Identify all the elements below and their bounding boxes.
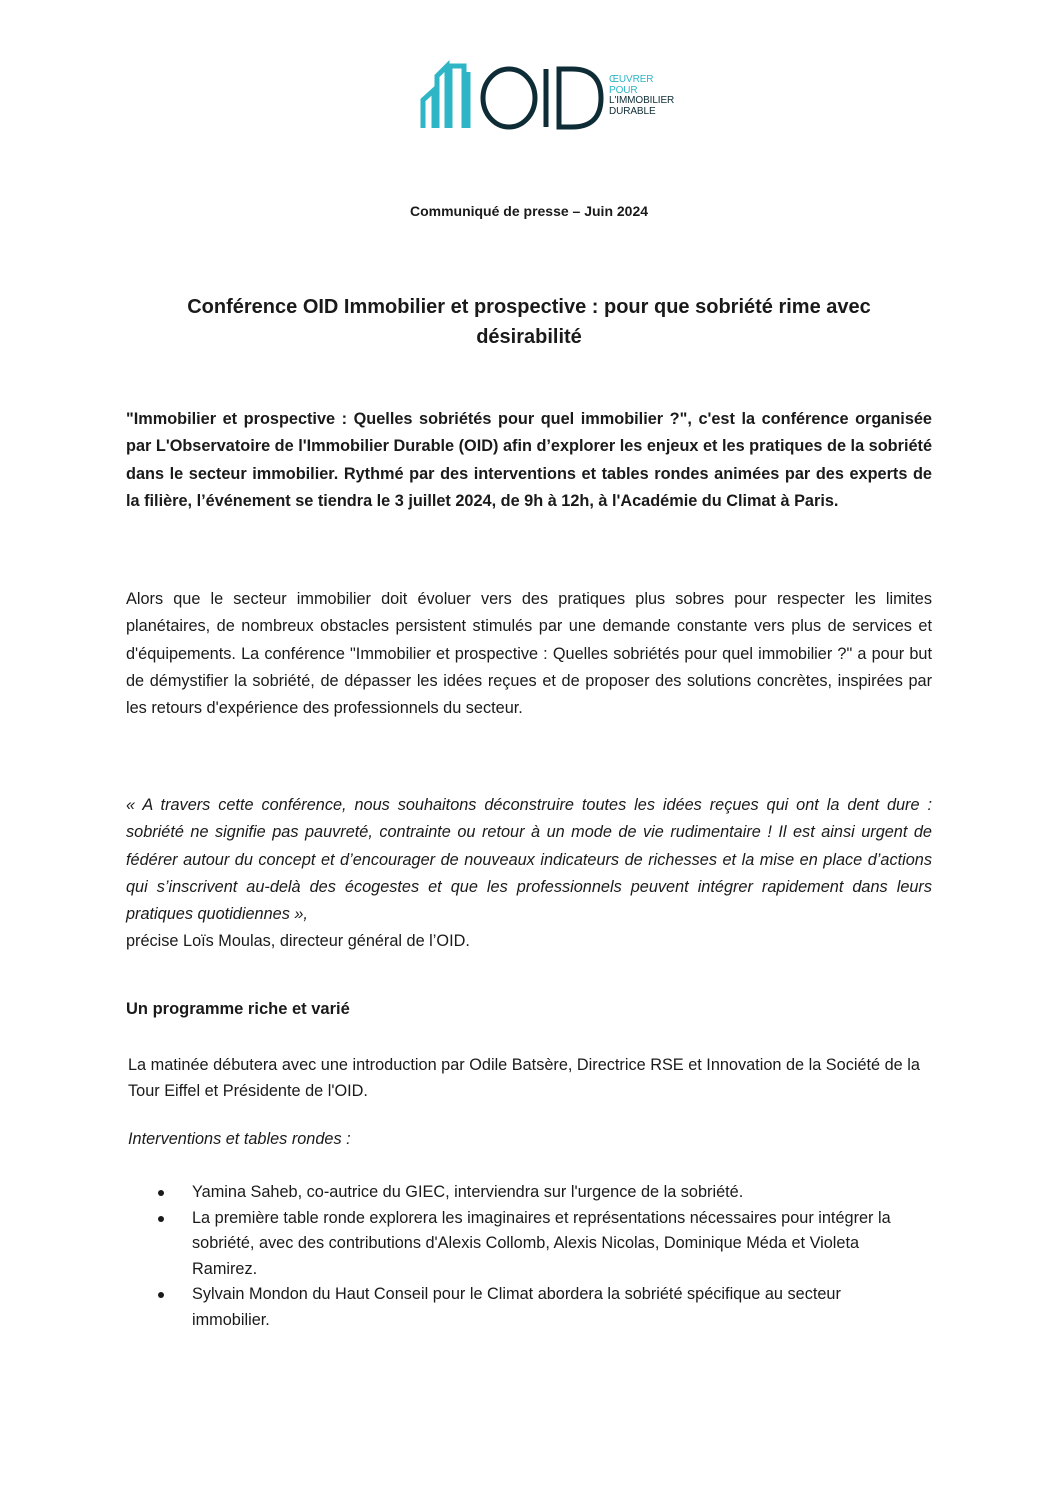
speaker-list (155, 1180, 915, 1333)
logo-tagline-line: DURABLE (609, 105, 656, 117)
program-heading: Un programme riche et varié (126, 1000, 350, 1018)
list-item-text: Sylvain Mondon du Haut Conseil pour le Climat abordera la sobriété spécifique au secteur immobilier. (192, 1285, 841, 1329)
logo-tagline-line: ŒUVRER (609, 74, 654, 85)
oid-logo-icon (420, 60, 606, 132)
list-item-text: La première table ronde explorera les imaginaires et représentations nécessaires pour intégrer la sobriété, avec des contributions d'Alexis Collomb, Alexis Nicolas, Dominique Méda et Violeta Ramirez. (192, 1208, 891, 1278)
list-item (155, 1180, 915, 1206)
logo-tagline-line: POUR (609, 84, 638, 96)
program-intro: La matinée débutera avec une introduction par Odile Batsère, Directrice RSE et Innovation de la Société de la Tour Eiffel et Présidente de l'OID. (128, 1056, 920, 1100)
list-item (155, 1282, 915, 1333)
logo-tagline-line: L'IMMOBILIER (609, 95, 675, 106)
body-paragraph: Alors que le secteur immobilier doit évoluer vers des pratiques plus sobres pour respecter les limites planétaires, de nombreux obstacles persistent stimulés par une demande constante vers plus de services et d'équipements. La conférence "Immobilier et prospective : Quelles sobriétés pour quel immobilier ?" a pour but de démystifier la sobriété, de dépasser les idées reçues et de proposer des solutions concrètes, inspirées par les retours d'expérience des professionnels du secteur. (126, 590, 932, 718)
quote-attribution: précise Loïs Moulas, directeur général de l’OID. (126, 932, 470, 951)
bullet-icon (158, 1292, 164, 1298)
bullet-icon (158, 1216, 164, 1222)
logo-wordmark: OID (420, 60, 422, 61)
program-subheading: Interventions et tables rondes : (128, 1130, 351, 1148)
quote-text: « A travers cette conférence, nous souhaitons déconstruire toutes les idées reçues qui ont la dent dure : sobriété ne signifie pas pauvreté, contrainte ou retour à un mode de vie rudimentaire ! Il est ainsi urgent de fédérer autour du concept et d’encourager de nouveaux indicateurs de richesses et la mise en place d’actions qui s’inscrivent au-delà des écogestes et que les professionnels peuvent intégrer rapidement dans leurs pratiques quotidiennes », (126, 796, 932, 924)
oid-logo (420, 60, 690, 132)
quote-block (126, 792, 932, 956)
bullet-icon (158, 1190, 164, 1196)
logo-tagline (609, 75, 674, 117)
lead-paragraph: "Immobilier et prospective : Quelles sobriétés pour quel immobilier ?", c'est la conférence organisée par L'Observatoire de l'Immobilier Durable (OID) afin d’explorer les enjeux et les pratiques de la sobriété dans le secteur immobilier. Rythmé par des interventions et tables rondes animées par des experts de la filière, l’événement se tiendra le 3 juillet 2024, de 9h à 12h, à l'Académie du Climat à Paris. (126, 410, 932, 510)
list-item (155, 1206, 915, 1283)
list-item-text: Yamina Saheb, co-autrice du GIEC, interviendra sur l'urgence de la sobriété. (192, 1183, 744, 1201)
press-release-date: Communiqué de presse – Juin 2024 (409, 203, 649, 219)
page-title: Conférence OID Immobilier et prospective : pour que sobriété rime avec désirabilité (187, 296, 871, 348)
